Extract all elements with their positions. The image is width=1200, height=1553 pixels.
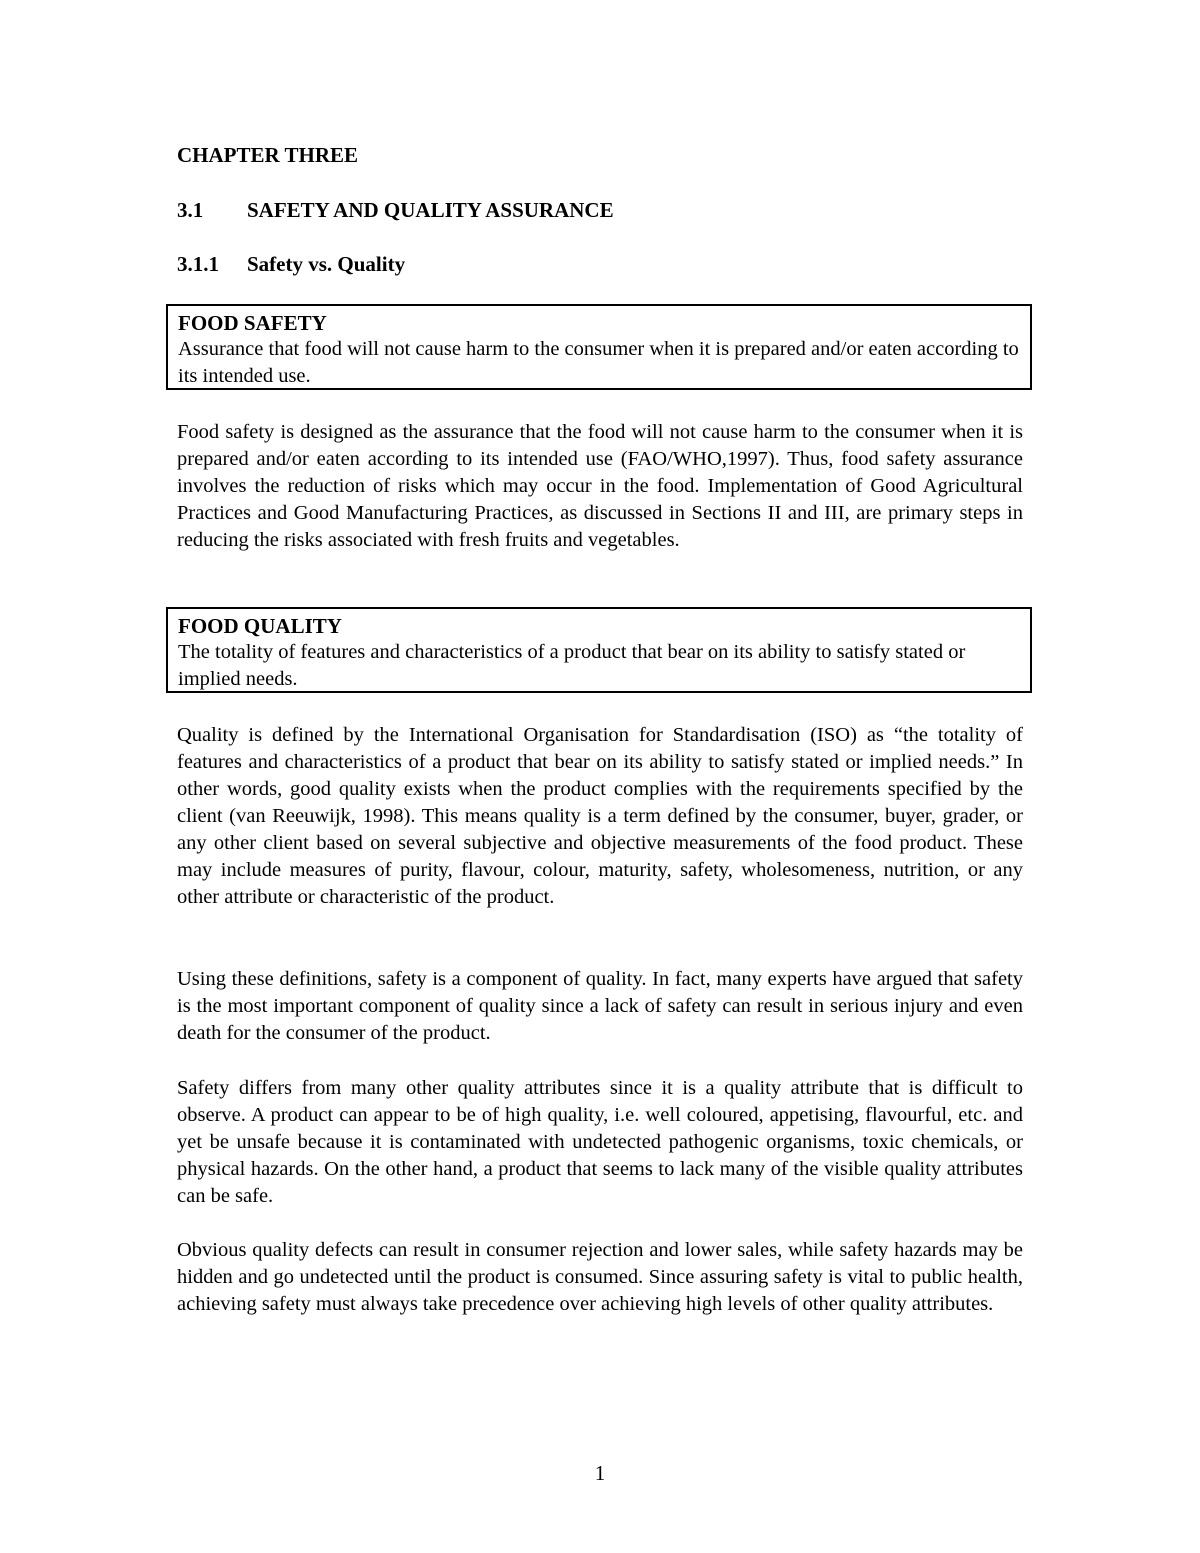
subsection-number: 3.1.1 bbox=[177, 252, 219, 276]
food-safety-box-title: FOOD SAFETY bbox=[178, 311, 327, 335]
food-quality-box-text: The totality of features and characteristics of a product that bear on its ability to satisfy stated or implied needs. bbox=[178, 641, 966, 690]
paragraph-quality-definition: Quality is defined by the International Organisation for Standardisation (ISO) as “the totality of features and characteristics of a product that bear on its ability to satisfy stated or implied needs.” In other words, good quality exists when the product complies with the requirements specified by the client (van Reeuwijk, 1998). This means quality is a term defined by the consumer, buyer, grader, or any other client based on several subjective and objective measurements of the food product. These may include measures of purity, flavour, colour, maturity, safety, wholesomeness, nutrition, or any other attribute or characteristic of the product. bbox=[177, 724, 1023, 908]
section-number: 3.1 bbox=[177, 198, 204, 222]
food-safety-box-text: Assurance that food will not cause harm to the consumer when it is prepared and/or eaten according to its intended use. bbox=[178, 338, 1019, 387]
chapter-title: CHAPTER THREE bbox=[177, 143, 359, 167]
page-number-text: 1 bbox=[594, 1461, 606, 1485]
food-quality-definition-box bbox=[166, 607, 1032, 693]
paragraph-safety-differs: Safety differs from many other quality attributes since it is a quality attribute that is difficult to observe. A product can appear to be of high quality, i.e. well coloured, appetising, flavourful, etc. and yet be unsafe because it is contaminated with undetected pathogenic organisms, toxic chemicals, or physical hazards. On the other hand, a product that seems to lack many of the visible quality attributes can be safe. bbox=[177, 1077, 1023, 1207]
food-safety-definition-box bbox=[166, 304, 1032, 390]
paragraph-food-safety: Food safety is designed as the assurance that the food will not cause harm to the consumer when it is prepared and/or eaten according to its intended use (FAO/WHO,1997). Thus, food safety assurance involves the reduction of risks which may occur in the food. Implementation of Good Agricultural Practices and Good Manufacturing Practices, as discussed in Sections II and III, are primary steps in reducing the risks associated with fresh fruits and vegetables. bbox=[177, 421, 1023, 551]
section-title: SAFETY AND QUALITY ASSURANCE bbox=[247, 198, 614, 222]
subsection-title: Safety vs. Quality bbox=[247, 252, 406, 276]
food-quality-box-title: FOOD QUALITY bbox=[178, 614, 342, 638]
page-number bbox=[0, 1461, 1200, 1485]
paragraph-obvious-defects: Obvious quality defects can result in consumer rejection and lower sales, while safety hazards may be hidden and go undetected until the product is consumed. Since assuring safety is vital to public health, achieving safety must always take precedence over achieving high levels of other quality attributes. bbox=[177, 1239, 1023, 1315]
subsection-heading bbox=[177, 252, 405, 276]
paragraph-safety-component: Using these definitions, safety is a component of quality. In fact, many experts have argued that safety is the most important component of quality since a lack of safety can result in serious injury and even death for the consumer of the product. bbox=[177, 968, 1023, 1044]
section-heading bbox=[177, 198, 614, 222]
